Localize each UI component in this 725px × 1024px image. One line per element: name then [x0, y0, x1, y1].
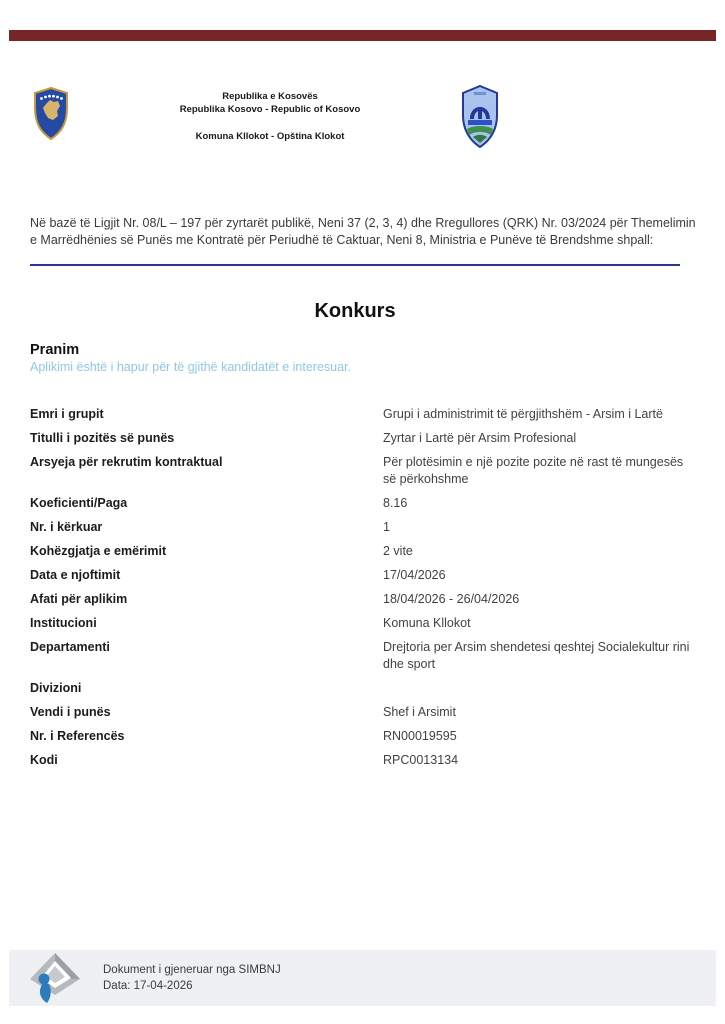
section-title: Pranim — [30, 342, 80, 359]
table-row — [30, 454, 696, 488]
field-value: 2 vite — [383, 544, 413, 558]
field-label: Titulli i pozitës së punës — [30, 431, 175, 445]
field-value: 17/04/2026 — [383, 568, 446, 582]
table-row — [30, 519, 696, 536]
table-row — [30, 591, 696, 608]
field-label: Kohëzgjatja e emërimit — [30, 544, 167, 558]
table-row — [30, 704, 696, 721]
table-row — [30, 639, 696, 673]
table-row — [30, 430, 696, 447]
table-row — [30, 680, 696, 697]
field-value: 8.16 — [383, 496, 408, 510]
table-row — [30, 567, 696, 584]
field-label: Afati për aplikim — [30, 592, 128, 606]
field-label: Institucioni — [30, 616, 97, 630]
footer-band — [9, 950, 716, 1006]
field-label: Emri i grupit — [30, 407, 104, 421]
field-value: RN00019595 — [383, 729, 457, 743]
kllokot-municipality-emblem-icon — [461, 85, 499, 148]
field-label: Nr. i Referencës — [30, 729, 125, 743]
intro-paragraph: Në bazë të Ligjit Nr. 08/L – 197 për zyrtarët publikë, Neni 37 (2, 3, 4) dhe Rregullores (QRK) Nr. 03/2024 për Themelimin e Marrëdhënies së Punës me Kontratë për Periudhë të Caktuar, Neni 8, Ministria e Punëve të Brendshme shpall: — [30, 215, 696, 247]
field-value: RPC0013134 — [383, 753, 459, 767]
kosovo-coat-of-arms-icon — [33, 87, 69, 140]
header-line-republic-sq: Republika e Kosovës — [222, 91, 318, 102]
table-row — [30, 495, 696, 512]
field-value: Komuna Kllokot — [383, 616, 471, 630]
table-row — [30, 543, 696, 560]
field-label: Divizioni — [30, 681, 82, 695]
table-row — [30, 406, 696, 423]
table-row — [30, 752, 696, 769]
footer-date-line: Data: 17-04-2026 — [103, 980, 193, 992]
footer-generated-line: Dokument i gjeneruar nga SIMBNJ — [103, 963, 281, 976]
table-row — [30, 615, 696, 632]
header-title-block — [150, 90, 390, 143]
field-value: Grupi i administrimit të përgjithshëm - Arsim i Lartë — [383, 407, 663, 421]
field-label: Nr. i kërkuar — [30, 520, 103, 534]
field-label: Vendi i punës — [30, 705, 111, 719]
header-line-municipality: Komuna Kllokot - Opština Klokot — [195, 131, 345, 142]
field-label: Arsyeja për rekrutim kontraktual — [30, 455, 223, 469]
field-value: Për plotësimin e një pozite pozite në rast të mungesës së përkohshme — [383, 455, 684, 486]
field-value: 1 — [383, 520, 390, 534]
field-value — [383, 680, 696, 697]
field-value: Zyrtar i Lartë për Arsim Profesional — [383, 431, 577, 445]
field-label: Kodi — [30, 753, 58, 767]
open-application-notice: Aplikimi është i hapur për të gjithë kandidatët e interesuar. — [30, 360, 352, 374]
top-accent-bar — [9, 30, 716, 41]
vacancy-fields-table — [30, 406, 696, 776]
field-label: Koeficienti/Paga — [30, 496, 128, 510]
field-label: Departamenti — [30, 640, 110, 654]
simbnj-logo-icon — [29, 952, 81, 1004]
field-label: Data e njoftimit — [30, 568, 121, 582]
footer-text-block — [103, 962, 281, 995]
document-title: Konkurs — [314, 300, 396, 323]
field-value: Drejtoria per Arsim shendetesi qeshtej Socialekultur rini dhe sport — [383, 640, 690, 671]
field-value: 18/04/2026 - 26/04/2026 — [383, 592, 520, 606]
header-line-republic-intl: Republika Kosovo - Republic of Kosovo — [179, 104, 361, 115]
table-row — [30, 728, 696, 745]
field-value: Shef i Arsimit — [383, 705, 456, 719]
blue-divider-line — [30, 264, 680, 266]
